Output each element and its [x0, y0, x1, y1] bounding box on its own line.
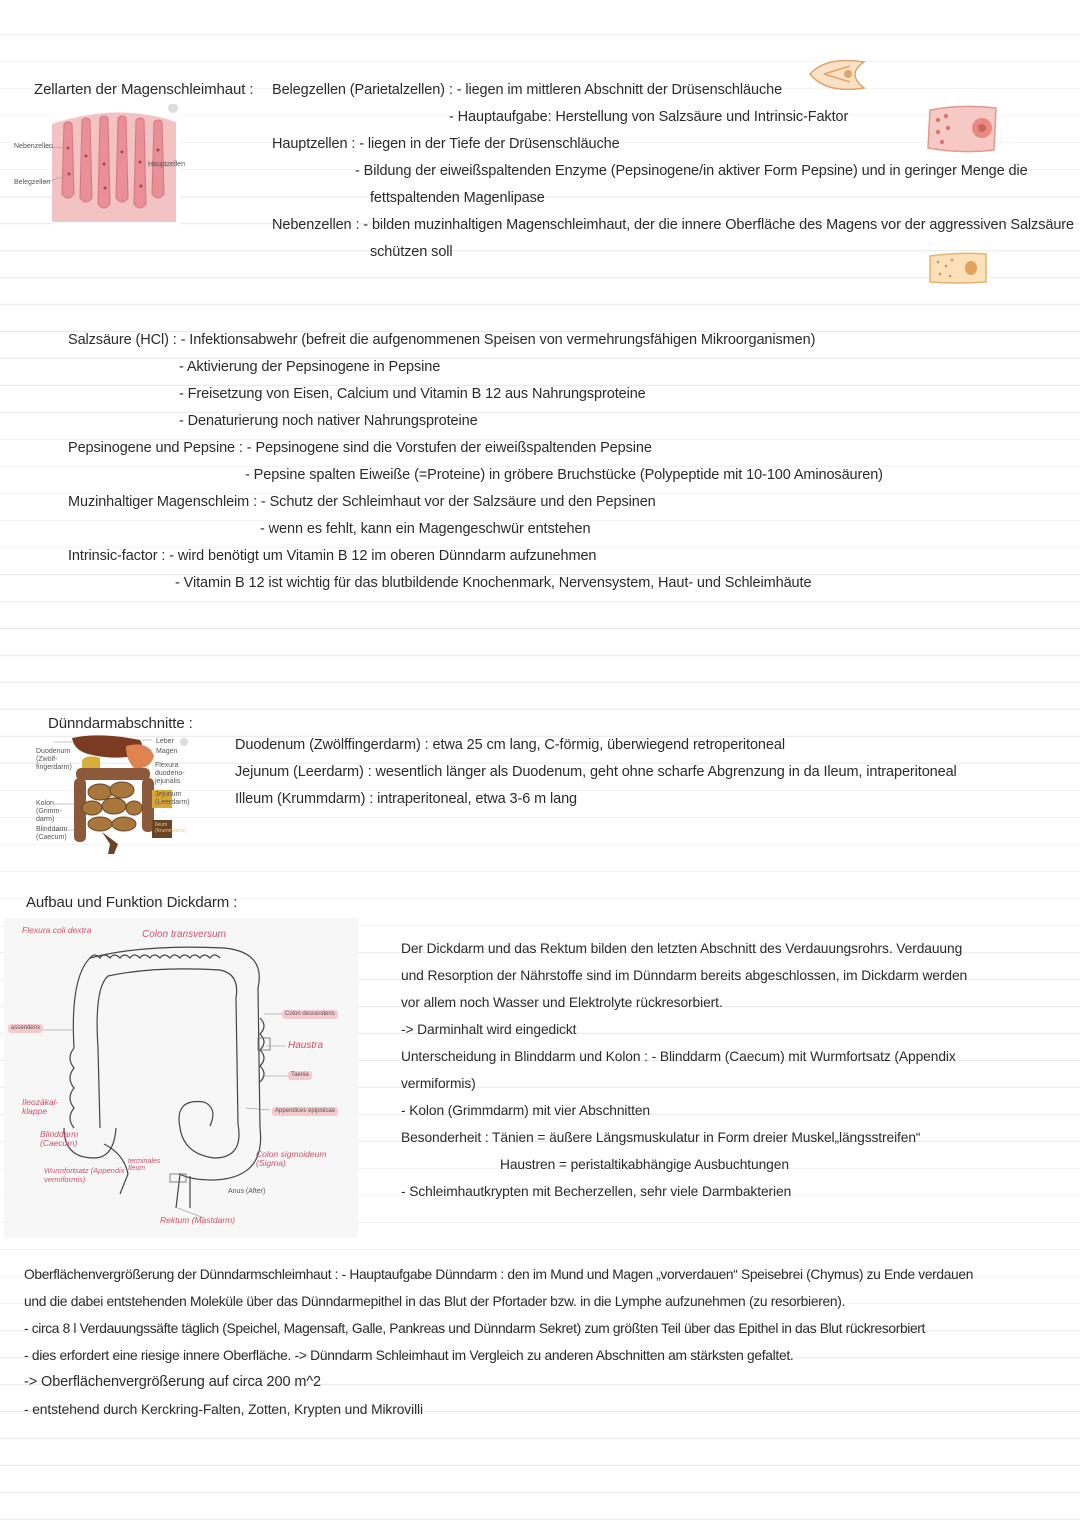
mucous-cell-doodle	[926, 250, 990, 286]
label-nebenzellen: Nebenzellen	[14, 143, 53, 150]
label-kolon: Kolon (Grimm-darm)	[36, 800, 62, 823]
small-intestine-line-3: Illeum (Krummdarm) : intraperitoneal, etwa 3-6 m lang	[235, 791, 578, 807]
surface-line-6: - entstehend durch Kerckring-Falten, Zotten, Krypten und Mikrovilli	[24, 1402, 423, 1417]
label-anus: Anus (After)	[228, 1188, 266, 1195]
stomach-line-5: fettspaltenden Magenlipase	[370, 190, 545, 206]
large-intestine-line-10: - Schleimhautkrypten mit Becherzellen, sehr viele Darmbakterien	[401, 1184, 792, 1199]
surface-line-5: -> Oberflächenvergrößerung auf circa 200 m^2	[24, 1374, 321, 1390]
label-ileum: Ileum (Krummdarm)	[155, 822, 186, 834]
large-intestine-line-9: Haustren = peristaltikabhängige Ausbuchtungen	[500, 1157, 789, 1172]
secretions-line-5: Pepsinogene und Pepsine : - Pepsinogene sind die Vorstufen der eiweißspaltenden Pepsine	[68, 440, 652, 456]
label-blinddarm-caecum: Blinddarm (Caecum)	[40, 1129, 79, 1148]
stomach-line-2: - Hauptaufgabe: Herstellung von Salzsäure und Intrinsic-Faktor	[449, 109, 849, 125]
label-magen: Magen	[156, 748, 178, 755]
label-belegzellen: Belegzellen	[14, 179, 51, 186]
small-intestine-line-2: Jejunum (Leerdarm) : wesentlich länger als Duodenum, geht ohne scharfe Abgrenzung in da Ileum, intraperitoneal	[235, 764, 957, 780]
small-intestine-heading: Dünndarmabschnitte :	[48, 715, 193, 732]
label-colon-descendens: Colon descendens	[282, 1010, 338, 1019]
label-colon-ascendens: ascendens	[8, 1024, 43, 1033]
label-rektum: Rektum (Mastdarm)	[160, 1215, 236, 1225]
large-intestine-line-1: Der Dickdarm und das Rektum bilden den letzten Abschnitt des Verdauungsrohrs. Verdauung	[401, 941, 963, 956]
label-taenia: Taenia	[288, 1071, 312, 1080]
small-intestine-line-1: Duodenum (Zwölffingerdarm) : etwa 25 cm lang, C-förmig, überwiegend retroperitoneal	[235, 737, 785, 753]
label-colon-transversum: Colon transversum	[142, 929, 226, 940]
label-wurmfortsatz: Wurmfortsatz (Appendix vermiformis)	[44, 1166, 125, 1184]
label-flexura-coli: Flexura coli dextra	[22, 925, 92, 935]
secretions-line-6: - Pepsine spalten Eiweiße (=Proteine) in gröbere Bruchstücke (Polypeptide mit 10-100 Aminosäuren)	[245, 467, 883, 483]
stomach-line-6: Nebenzellen : - bilden muzinhaltigen Magenschleimhaut, der die innere Oberfläche des Magens vor der aggressiven Salzsäure	[272, 217, 1074, 233]
label-hauptzellen: Hauptzellen	[148, 161, 185, 168]
label-leber: Leber	[156, 738, 174, 745]
label-appendices: Appendices epiploicae	[272, 1107, 338, 1116]
large-intestine-line-6: vermiformis)	[401, 1076, 476, 1091]
stomach-line-7: schützen soll	[370, 244, 453, 260]
label-haustra: Haustra	[288, 1040, 324, 1051]
large-intestine-line-8: Besonderheit : Tänien = äußere Längsmuskulatur in Form dreier Muskel„längsstreifen“	[401, 1130, 921, 1145]
secretions-line-8: - wenn es fehlt, kann ein Magengeschwür entstehen	[260, 521, 591, 537]
label-colon-sigmoideum: Colon sigmoideum (Sigma)	[256, 1149, 327, 1168]
label-duodenum: Duodenum (Zwölf-fingerdarm)	[36, 748, 72, 771]
large-intestine-heading: Aufbau und Funktion Dickdarm :	[26, 894, 238, 911]
secretions-line-3: - Freisetzung von Eisen, Calcium und Vitamin B 12 aus Nahrungsproteine	[179, 386, 646, 402]
chief-cell-doodle	[924, 102, 1000, 156]
secretions-line-2: - Aktivierung der Pepsinogene in Pepsine	[179, 359, 441, 375]
surface-line-1: Oberflächenvergrößerung der Dünndarmschleimhaut : - Hauptaufgabe Dünndarm : den im Mund und Magen „vorverdauen“ Speisebrei (Chymus) zu Ende verdauen	[24, 1267, 974, 1282]
parietal-cell-doodle	[806, 54, 868, 96]
stomach-line-4: - Bildung der eiweißspaltenden Enzyme (Pepsinogene/in aktiver Form Pepsine) und in geringer Menge die	[355, 163, 1028, 179]
large-intestine-line-2: und Resorption der Nährstoffe sind im Dünndarm bereits abgeschlossen, im Dickdarm werden	[401, 968, 968, 983]
stomach-line-1: Belegzellen (Parietalzellen) : - liegen im mittleren Abschnitt der Drüsenschläuche	[272, 82, 783, 98]
large-intestine-line-3: vor allem noch Wasser und Elektrolyte rückresorbiert.	[401, 995, 723, 1010]
secretions-line-1: Salzsäure (HCl) : - Infektionsabwehr (befreit die aufgenommenen Speisen von vermehrungsfähigen Mikroorganismen)	[68, 332, 816, 348]
secretions-line-7: Muzinhaltiger Magenschleim : - Schutz der Schleimhaut vor der Salzsäure und den Pepsinen	[68, 494, 656, 510]
stomach-heading: Zellarten der Magenschleimhaut :	[34, 81, 254, 98]
label-jejunum: Jejunum (Leerdarm)	[155, 791, 190, 806]
surface-line-4: - dies erfordert eine riesige innere Oberfläche. -> Dünndarm Schleimhaut im Vergleich zu anderen Abschnitten am stärksten gefaltet.	[24, 1348, 794, 1363]
secretions-line-9: Intrinsic-factor : - wird benötigt um Vitamin B 12 im oberen Dünndarm aufzunehmen	[68, 548, 597, 564]
label-terminales-ileum: terminales Ileum	[128, 1158, 161, 1172]
label-blinddarm: Blinddarm (Caecum)	[36, 826, 68, 841]
large-intestine-line-7: - Kolon (Grimmdarm) mit vier Abschnitten	[401, 1103, 651, 1118]
large-intestine-line-5: Unterscheidung in Blinddarm und Kolon : - Blinddarm (Caecum) mit Wurmfortsatz (Appendix	[401, 1049, 956, 1064]
secretions-line-4: - Denaturierung noch nativer Nahrungsproteine	[179, 413, 478, 429]
label-flexura-duodenojejunalis: Flexura duodeno-jejunalis	[155, 762, 185, 785]
surface-line-3: - circa 8 l Verdauungssäfte täglich (Speichel, Magensaft, Galle, Pankreas und Dünndarm Sekret) zum größten Teil über das Epithel in das Blut rückresorbiert	[24, 1321, 926, 1336]
surface-line-2: und die dabei entstehenden Moleküle über das Dünndarmepithel in das Blut der Pfortader bzw. in die Lymphe aufzunehmen (zu resorbieren).	[24, 1294, 846, 1309]
label-ileozaekalklappe: Ileozäkal-klappe	[22, 1097, 59, 1116]
secretions-line-10: - Vitamin B 12 ist wichtig für das blutbildende Knochenmark, Nervensystem, Haut- und Schleimhäute	[175, 575, 812, 591]
large-intestine-line-4: -> Darminhalt wird eingedickt	[401, 1022, 577, 1037]
stomach-line-3: Hauptzellen : - liegen in der Tiefe der Drüsenschläuche	[272, 136, 620, 152]
